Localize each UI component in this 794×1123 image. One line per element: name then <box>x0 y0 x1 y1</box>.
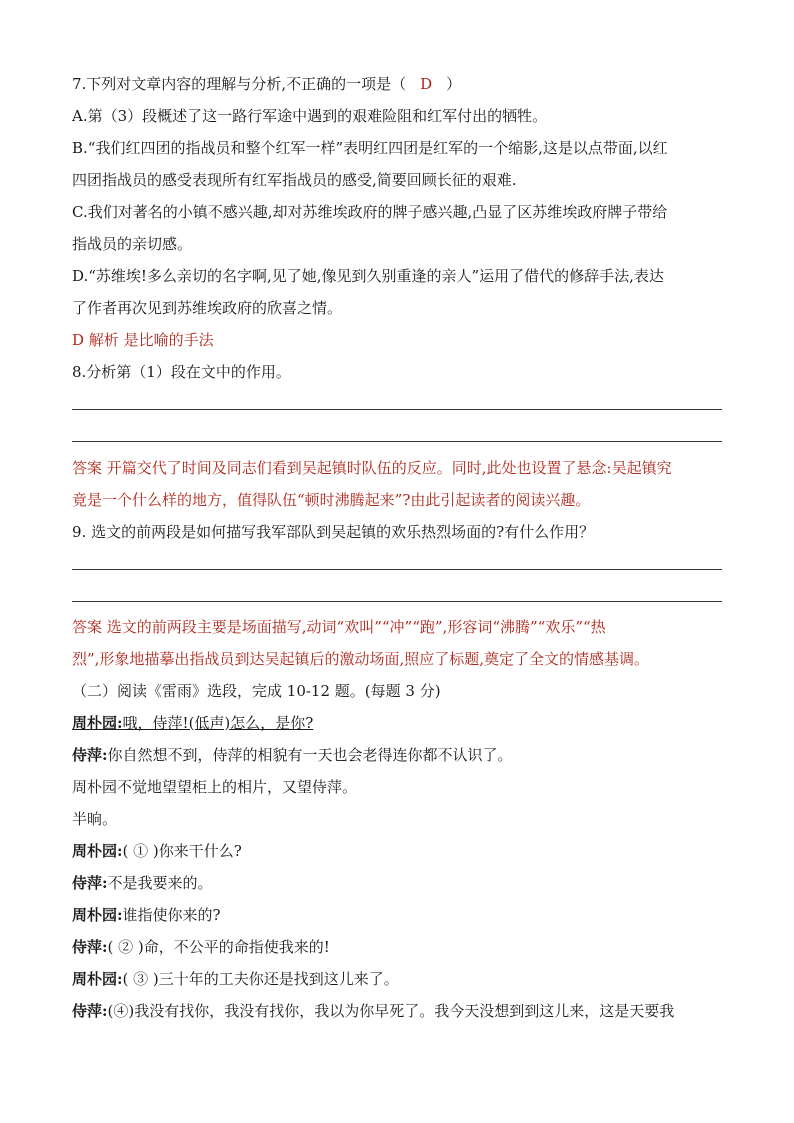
q7-option-d-line1: D.“苏维埃!多么亲切的名字啊,见了她,像见到久别重逢的亲人”运用了借代的修辞手法,表达 <box>72 267 664 285</box>
stage-direction: 半晌。 <box>72 810 118 828</box>
q9-stem: 9. 选文的前两段是如何描写我军部队到吴起镇的欢乐热烈场面的?有什么作用？ <box>72 523 595 541</box>
section2-heading: （二）阅读《雷雨》选段，完成 10-12 题。(每题 3 分) <box>72 682 441 700</box>
stage-direction: 周朴园不觉地望望柜上的相片，又望侍萍。 <box>72 778 358 796</box>
dialogue-line-7 <box>72 905 730 925</box>
dialogue-line-5 <box>72 841 730 861</box>
q7-option-c-line2: 指战员的亲切感。 <box>72 235 193 253</box>
dialogue-text: 不是我要来的。 <box>107 874 213 892</box>
q7-option-b-line2: 四团指战员的感受表现所有红军指战员的感受,简要回顾长征的艰难. <box>72 171 517 189</box>
q7-stem-text: 7.下列对文章内容的理解与分析,不正确的一项是（ <box>72 75 407 93</box>
q7-stem <box>72 74 730 94</box>
dialogue-line-2 <box>72 745 730 765</box>
dialogue-line-10 <box>72 1001 730 1021</box>
dialogue-text: ( ② )命，不公平的命指使我来的! <box>107 938 330 956</box>
q7-stem-close: ） <box>446 75 462 93</box>
q7-option-c-line1: C.我们对著名的小镇不感兴趣,却对苏维埃政府的牌子感兴趣,凸显了区苏维埃政府牌子带给 <box>72 203 668 221</box>
q8-answer-line2: 竟是一个什么样的地方，值得队伍“顿时沸腾起来”?由此引起读者的阅读兴趣。 <box>72 491 591 509</box>
dialogue-line-8 <box>72 937 730 957</box>
q8-answer-line-2 <box>72 441 722 442</box>
q8-answer-line1: 答案 开篇交代了时间及同志们看到吴起镇时队伍的反应。同时,此处也设置了悬念:吴起镇究 <box>72 459 672 477</box>
dialogue-text: 你自然想不到，侍萍的相貌有一天也会老得连你都不认识了。 <box>107 746 513 764</box>
q9-answer-line1: 答案 选文的前两段主要是场面描写,动词“欢叫”“冲”“跑”,形容词“沸腾”“欢乐”“热 <box>72 618 606 636</box>
q8-stem: 8.分析第（1）段在文中的作用。 <box>72 363 291 381</box>
speaker-zhou: 周朴园: <box>72 714 123 732</box>
q7-answer: D <box>420 75 433 93</box>
speaker-shiping: 侍萍: <box>72 938 108 956</box>
q9-answer-line-2 <box>72 601 722 602</box>
q8-answer-line-1 <box>72 409 722 410</box>
dialogue-line-6 <box>72 873 730 893</box>
q7-option-a: A.第（3）段概述了这一路行军途中遇到的艰难险阻和红军付出的牺牲。 <box>72 107 548 125</box>
dialogue-line-9 <box>72 969 730 989</box>
speaker-shiping: 侍萍: <box>72 746 108 764</box>
q7-option-d-line2: 了作者再次见到苏维埃政府的欣喜之情。 <box>72 299 343 317</box>
q7-option-b-line1: B.“我们红四团的指战员和整个红军一样”表明红四团是红军的一个缩影,这是以点带面,以红 <box>72 139 668 157</box>
dialogue-text: ( ③ )三十年的工夫你还是找到这儿来了。 <box>122 970 399 988</box>
speaker-shiping: 侍萍: <box>72 1002 108 1020</box>
speaker-shiping: 侍萍: <box>72 874 108 892</box>
q9-answer-line-1 <box>72 569 722 570</box>
dialogue-text: 谁指使你来的? <box>122 906 221 924</box>
speaker-zhou: 周朴园: <box>72 970 123 988</box>
speaker-zhou: 周朴园: <box>72 842 123 860</box>
dialogue-text: 哦，侍萍!(低声)怎么，是你? <box>122 714 314 732</box>
dialogue-text: (④)我没有找你，我没有找你，我以为你早死了。我今天没想到到这儿来，这是天要我 <box>107 1002 675 1020</box>
q7-analysis: D 解析 是比喻的手法 <box>72 331 214 349</box>
dialogue-text: ( ① )你来干什么? <box>122 842 242 860</box>
dialogue-line-1 <box>72 713 730 733</box>
q9-answer-line2: 烈”,形象地描摹出指战员到达吴起镇后的激动场面,照应了标题,奠定了全文的情感基调。 <box>72 650 649 668</box>
speaker-zhou: 周朴园: <box>72 906 123 924</box>
